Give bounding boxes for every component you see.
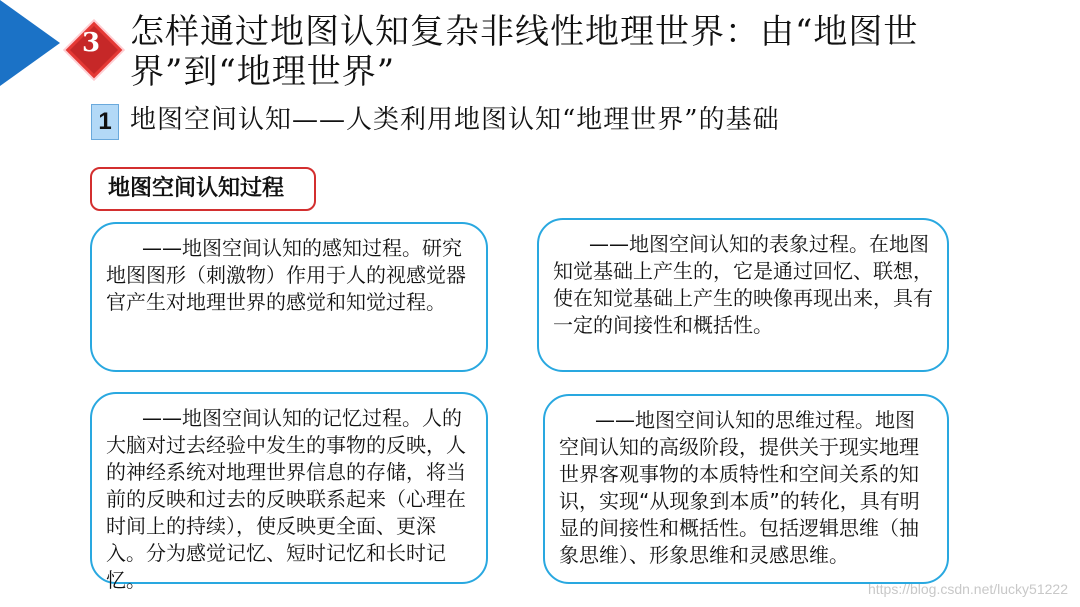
card-representation (537, 218, 949, 372)
corner-arrow-decoration (0, 0, 60, 86)
badge-number: 3 (81, 28, 101, 58)
card-text: ——地图空间认知的感知过程。研究地图图形（刺激物）作用于人的视感觉器官产生对地理世界的感觉和知觉过程。 (106, 236, 466, 314)
card-text: ——地图空间认知的记忆过程。人的大脑对过去经验中发生的事物的反映，人的神经系统对地理世界信息的存储，将当前的反映和过去的反映联系起来（心理在时间上的持续），使反映更全面、更深入。分为感觉记忆、短时记忆和长时记忆。 (106, 406, 466, 592)
watermark: https://blog.csdn.net/lucky51222 (867, 581, 1068, 597)
subsection-number: 1 (91, 104, 119, 140)
card-thinking (543, 394, 949, 584)
process-label: 地图空间认知过程 (90, 167, 316, 211)
subsection-title: 地图空间认知——人类利用地图认知“地理世界”的基础 (130, 105, 780, 135)
section-badge (66, 22, 116, 72)
card-perception (90, 222, 488, 372)
page-title: 怎样通过地图认知复杂非线性地理世界：由“地图世界”到“地理世界” (130, 12, 919, 92)
card-text: ——地图空间认知的思维过程。地图空间认知的高级阶段，提供关于现实地理世界客观事物的本质特性和空间关系的知识，实现“从现象到本质”的转化，具有明显的间接性和概括性。包括逻辑思维（抽象思维）、形象思维和灵感思维。 (559, 408, 920, 567)
card-text: ——地图空间认知的表象过程。在地图知觉基础上产生的，它是通过回忆、联想，使在知觉基础上产生的映像再现出来，具有一定的间接性和概括性。 (553, 232, 933, 337)
card-memory (90, 392, 488, 592)
